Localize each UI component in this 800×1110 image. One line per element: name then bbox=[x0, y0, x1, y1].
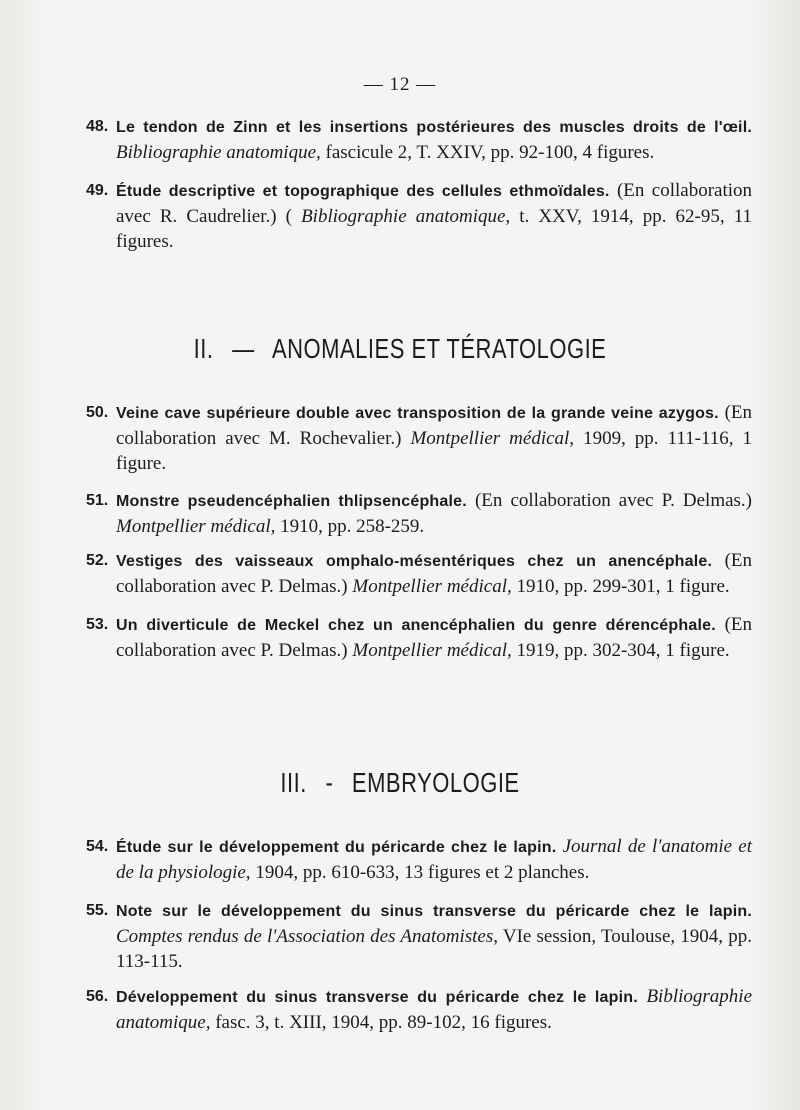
entry-number: 55. bbox=[86, 902, 109, 919]
entry-title: Note sur le développement du sinus transverse du péricarde chez le lapin. bbox=[116, 903, 752, 920]
entry-journal: Bibliographie anatomique, bbox=[116, 986, 753, 1033]
entry-details: VIe session, Toulouse, 1904, pp. 113-115. bbox=[116, 926, 752, 972]
section-dash: — bbox=[232, 332, 255, 364]
entry-number: 48. bbox=[86, 118, 109, 135]
section-dash: - bbox=[325, 766, 334, 798]
entry-number: 51. bbox=[86, 492, 109, 509]
entry-details: fasc. 3, t. XIII, 1904, pp. 89-102, 16 figures. bbox=[215, 1012, 552, 1033]
entry-journal: Bibliographie anatomique, bbox=[301, 206, 511, 227]
entry-details: t. XXV, 1914, pp. 62-95, 11 figures. bbox=[116, 206, 752, 252]
entry-collaboration: (En collaboration avec M. Rochevalier.) bbox=[116, 402, 753, 449]
entry-details: 1904, pp. 610-633, 13 figures et 2 planches. bbox=[255, 862, 590, 883]
entry-journal: Montpellier médical, bbox=[352, 576, 512, 597]
bibliography-entry bbox=[86, 178, 753, 254]
entry-journal: Montpellier médical, bbox=[116, 516, 276, 537]
entry-title: Vestiges des vaisseaux omphalo-mésentériques chez un anencéphale. bbox=[116, 553, 713, 570]
bibliography-entry bbox=[86, 488, 753, 539]
bibliography-entry bbox=[86, 612, 752, 663]
bibliography-entry bbox=[86, 898, 752, 974]
section-title: EMBRYOLOGIE bbox=[351, 766, 520, 798]
bibliography-entry bbox=[86, 834, 753, 885]
section-title: ANOMALIES ET TÉRATOLOGIE bbox=[272, 332, 607, 364]
page-number: — 12 — bbox=[363, 74, 437, 95]
entry-number: 53. bbox=[86, 616, 109, 633]
entry-number: 50. bbox=[86, 404, 109, 421]
entry-title: Étude descriptive et topographique des cellules ethmoïdales. bbox=[116, 183, 610, 200]
section-heading-embryologie bbox=[0, 767, 800, 800]
entry-number: 49. bbox=[86, 182, 109, 199]
section-numeral: III. bbox=[280, 766, 307, 798]
entry-title: Développement du sinus transverse du péricarde chez le lapin. bbox=[116, 989, 638, 1006]
entry-collaboration: (En collaboration avec R. Caudrelier.) ( bbox=[116, 180, 753, 227]
section-numeral: II. bbox=[193, 332, 214, 364]
entry-number: 54. bbox=[86, 838, 109, 855]
entry-details: 1910, pp. 299-301, 1 figure. bbox=[516, 576, 730, 597]
entry-collaboration: (En collaboration avec P. Delmas.) bbox=[116, 550, 752, 597]
entry-collaboration: (En collaboration avec P. Delmas.) bbox=[474, 490, 753, 511]
entry-collaboration: (En collaboration avec P. Delmas.) bbox=[116, 614, 752, 661]
entry-details: 1909, pp. 111-116, 1 figure. bbox=[116, 428, 752, 474]
entry-title: Étude sur le développement du péricarde chez le lapin. bbox=[116, 839, 557, 856]
entry-journal: Montpellier médical, bbox=[410, 428, 575, 449]
entry-title: Monstre pseudencéphalien thlipsencéphale. bbox=[116, 493, 467, 510]
entry-number: 52. bbox=[86, 552, 109, 569]
entry-details: 1910, pp. 258-259. bbox=[280, 516, 425, 537]
entry-details: fascicule 2, T. XXIV, pp. 92-100, 4 figures. bbox=[325, 142, 655, 163]
section-heading-anomalies bbox=[0, 333, 800, 366]
entry-journal: Journal de l'anatomie et de la physiologie, bbox=[116, 836, 753, 883]
entry-title: Un diverticule de Meckel chez un anencéphalien du genre dérencéphale. bbox=[116, 617, 716, 634]
entry-journal: Comptes rendus de l'Association des Anatomistes, bbox=[116, 926, 498, 947]
bibliography-entry bbox=[86, 548, 752, 599]
bibliography-entry bbox=[86, 114, 752, 165]
entry-journal: Bibliographie anatomique, bbox=[116, 142, 321, 163]
bibliography-entry bbox=[86, 984, 753, 1035]
entry-details: 1919, pp. 302-304, 1 figure. bbox=[516, 640, 730, 661]
bibliography-entry bbox=[86, 400, 753, 476]
entry-title: Veine cave supérieure double avec transposition de la grande veine azygos. bbox=[116, 405, 719, 422]
entry-title: Le tendon de Zinn et les insertions postérieures des muscles droits de l'œil. bbox=[116, 119, 752, 136]
entry-journal: Montpellier médical, bbox=[352, 640, 512, 661]
entry-number: 56. bbox=[86, 988, 109, 1005]
